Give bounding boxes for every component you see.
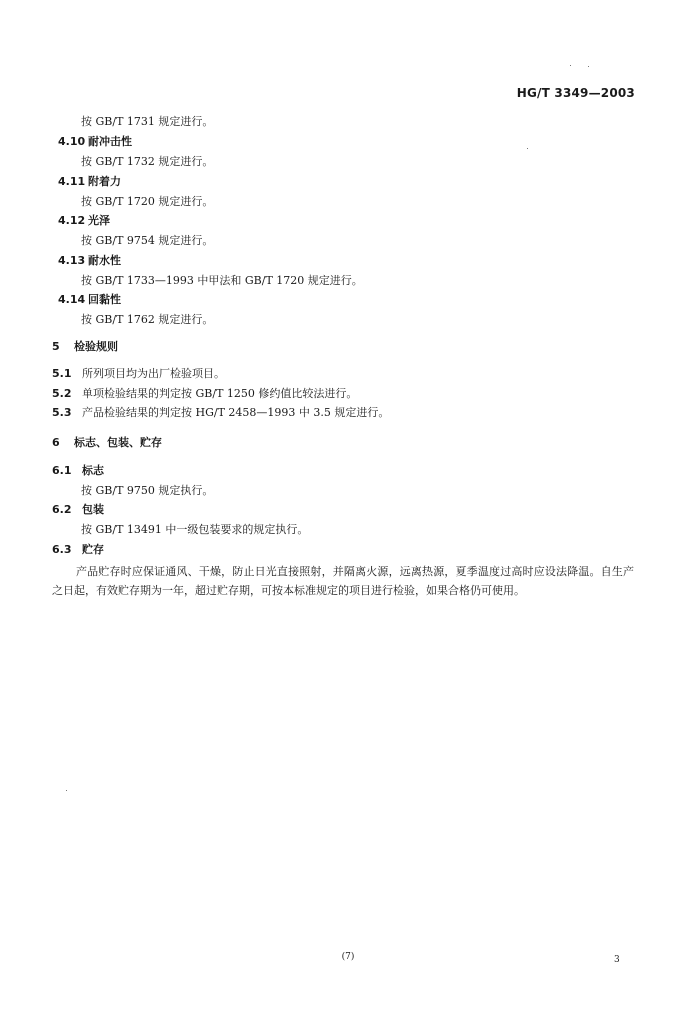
clause-title: 标志 (82, 464, 104, 477)
scan-speck (66, 790, 67, 791)
clause-text: 按 GB/T 13491 中一级包装要求的规定执行。 (81, 523, 309, 536)
clause-text: 按 GB/T 1731 规定进行。 (81, 115, 214, 128)
clause-text: 按 GB/T 1733—1993 中甲法和 GB/T 1720 规定进行。 (81, 274, 363, 287)
standard-code: HG/T 3349—2003 (516, 86, 635, 100)
clause-title: 耐水性 (88, 254, 121, 267)
clause-number: 4.12 (58, 214, 86, 227)
corner-mark: 3 (614, 955, 620, 965)
clause-6-3 (52, 543, 104, 557)
clause-number: 6.3 (52, 543, 72, 556)
clause-6-1 (52, 464, 104, 478)
section-number: 5 (52, 340, 60, 353)
clause-5-2 (52, 387, 357, 401)
clause-text: 按 GB/T 9750 规定执行。 (81, 484, 214, 497)
clause-4-13 (58, 254, 121, 268)
clause-text: 按 GB/T 9754 规定进行。 (81, 234, 214, 247)
clause-4-10 (58, 135, 132, 149)
clause-5-3 (52, 406, 389, 420)
clause-number: 5.1 (52, 367, 72, 380)
clause-title: 附着力 (88, 175, 121, 188)
clause-6-2 (52, 503, 104, 517)
clause-title: 光泽 (88, 214, 110, 227)
page-number: (7) (341, 952, 355, 962)
clause-number: 4.14 (58, 293, 86, 306)
section-heading-5 (52, 340, 118, 354)
clause-number: 5.3 (52, 406, 72, 419)
scan-speck (570, 65, 571, 66)
storage-paragraph: 产品贮存时应保证通风、干燥，防止日光直接照射，并隔离火源，远离热源，夏季温度过高时应设法降温。自生产之日起，有效贮存期为一年，超过贮存期，可按本标准规定的项目进行检验，如果合格仍可使用。 (52, 565, 634, 597)
clause-text: 产品检验结果的判定按 HG/T 2458—1993 中 3.5 规定进行。 (82, 406, 390, 419)
clause-number: 6.1 (52, 464, 72, 477)
clause-number: 4.10 (58, 135, 86, 148)
scan-speck (527, 148, 528, 149)
clause-number: 5.2 (52, 387, 72, 400)
clause-5-1 (52, 367, 225, 381)
clause-4-11 (58, 175, 121, 189)
clause-4-14 (58, 293, 121, 307)
clause-number: 4.13 (58, 254, 86, 267)
clause-title: 贮存 (82, 543, 104, 556)
clause-text: 按 GB/T 1762 规定进行。 (81, 313, 214, 326)
scan-speck (588, 66, 589, 67)
clause-text: 所列项目均为出厂检验项目。 (82, 367, 225, 380)
clause-title: 回黏性 (88, 293, 121, 306)
clause-text: 按 GB/T 1720 规定进行。 (81, 195, 214, 208)
section-heading-6 (52, 436, 162, 450)
clause-title: 耐冲击性 (88, 135, 132, 148)
clause-number: 4.11 (58, 175, 86, 188)
section-title: 标志、包装、贮存 (74, 436, 162, 449)
clause-title: 包装 (82, 503, 104, 516)
clause-text: 按 GB/T 1732 规定进行。 (81, 155, 214, 168)
section-number: 6 (52, 436, 60, 449)
clause-4-12 (58, 214, 110, 228)
clause-text: 单项检验结果的判定按 GB/T 1250 修约值比较法进行。 (82, 387, 358, 400)
clause-number: 6.2 (52, 503, 72, 516)
section-title: 检验规则 (74, 340, 118, 353)
